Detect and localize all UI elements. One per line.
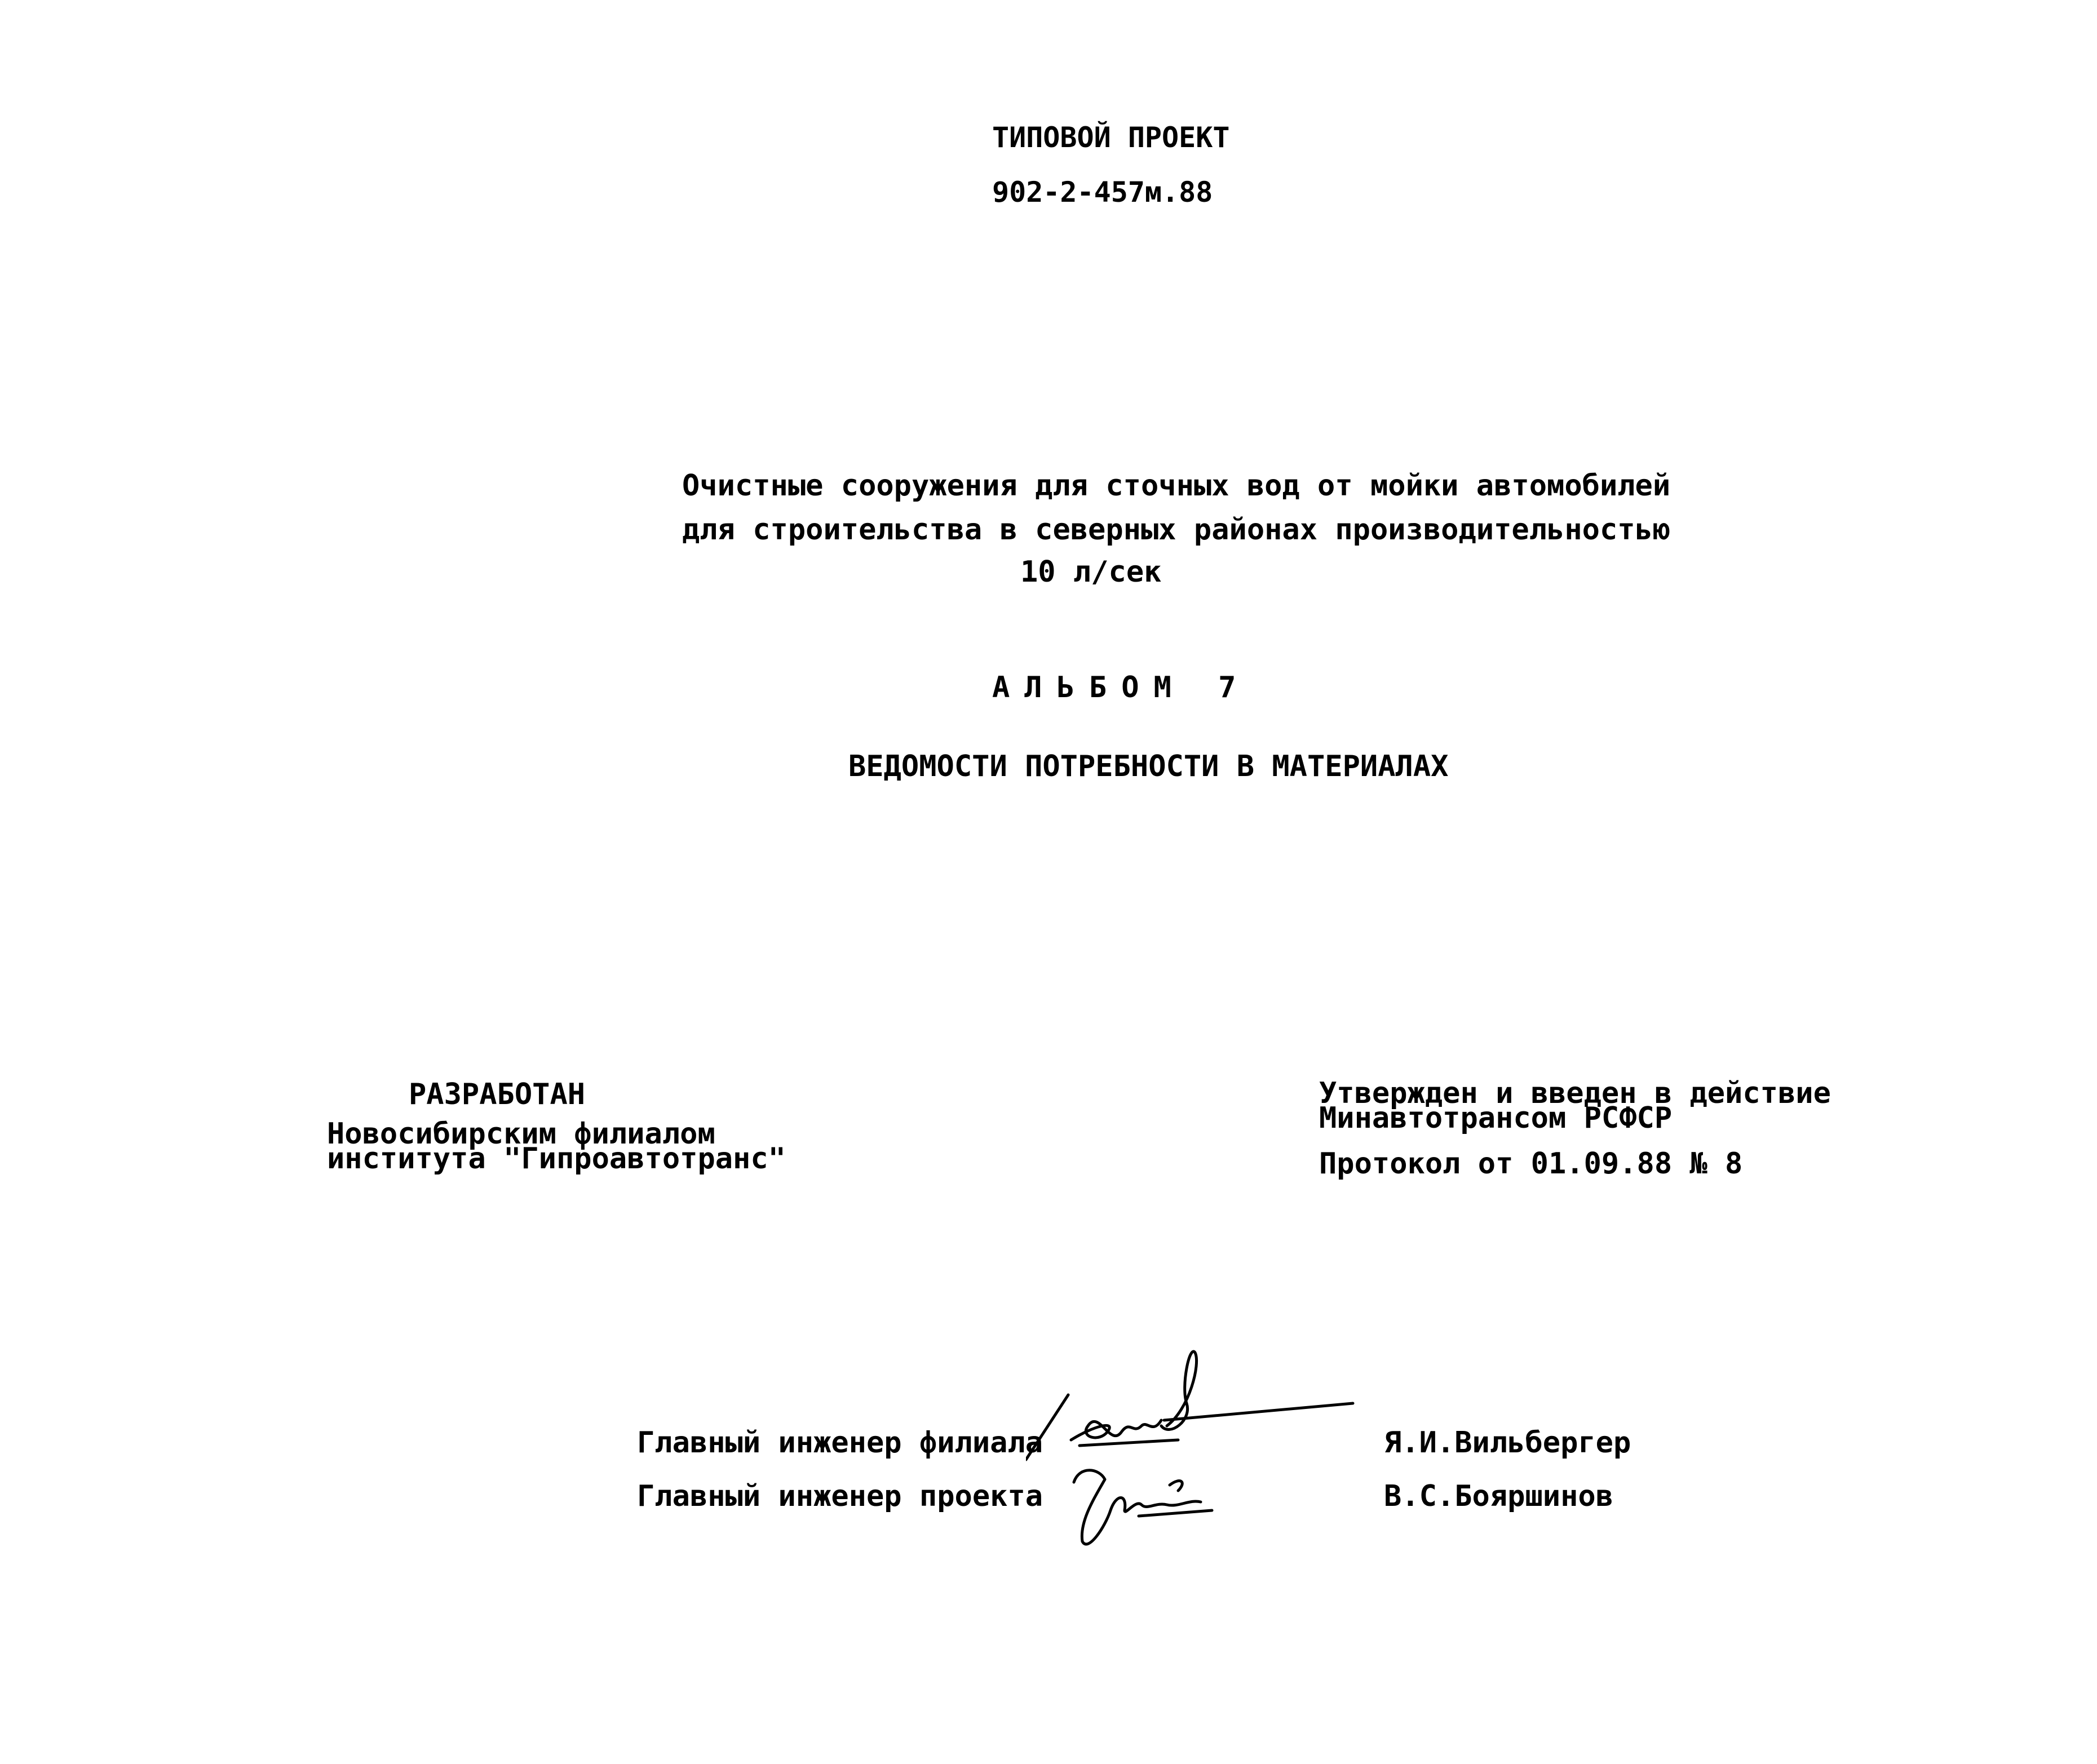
signature-project-engineer	[1074, 1470, 1212, 1544]
developed-by-line-1: Новосибирским филиалом	[327, 1117, 715, 1151]
signatory-role-project: Главный инженер проекта	[637, 1479, 1043, 1513]
project-type-heading: ТИПОВОЙ ПРОЕКТ	[992, 121, 1230, 154]
project-title-line-3: 10 л/сек	[1020, 555, 1162, 589]
developed-by-heading: РАЗРАБОТАН	[409, 1078, 586, 1111]
signatory-role-branch: Главный инженер филиала	[637, 1426, 1043, 1460]
developed-by-line-2: института "Гипроавтотранс"	[327, 1142, 786, 1176]
album-subtitle: ВЕДОМОСТИ ПОТРЕБНОСТИ В МАТЕРИАЛАХ	[848, 750, 1449, 783]
signatory-name-project: В.С.Бояршинов	[1384, 1479, 1613, 1513]
project-title-line-1: Очистные сооружения для сточных вод от мойки автомобилей	[682, 469, 1671, 503]
signature-branch-engineer	[1026, 1351, 1353, 1460]
album-label: АЛЬБОМ 7	[992, 671, 1251, 704]
signatory-name-branch: Я.И.Вильбергер	[1384, 1426, 1631, 1460]
approval-line-2: Минавтотрансом РСФСР	[1319, 1101, 1673, 1135]
project-code: 902-2-457м.88	[992, 176, 1213, 209]
signatures	[1026, 1341, 1375, 1555]
project-title-line-2: для строительства в северных районах производительностью	[682, 513, 1671, 547]
approval-protocol-line: Протокол от 01.09.88 № 8	[1319, 1147, 1743, 1181]
approval-line-1: Утвержден и введен в действие	[1319, 1076, 1831, 1110]
